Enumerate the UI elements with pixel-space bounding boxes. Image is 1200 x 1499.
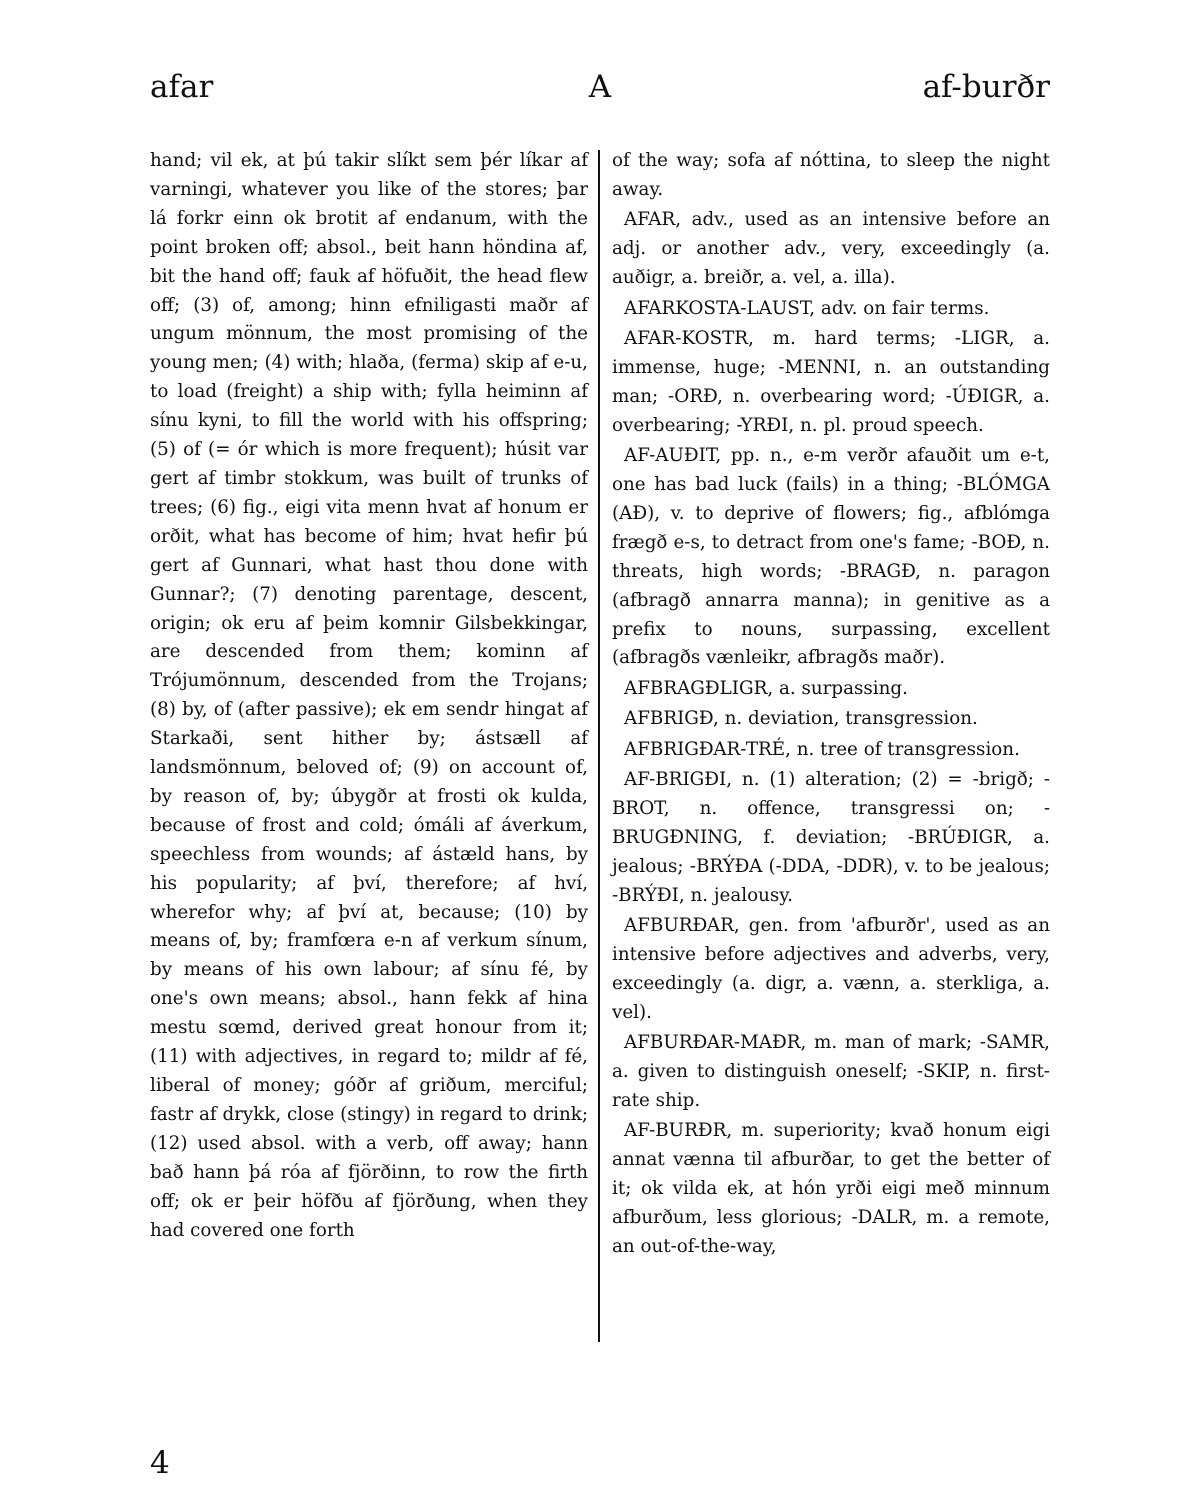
- left-column: [150, 147, 588, 1245]
- entry-afbragdligr: AFBRAGÐLIGR, a. surpassing.: [624, 677, 908, 699]
- entry-afbrigdar-tre: AFBRIGÐAR-TRÉ, n. tree of transgression.: [624, 738, 1020, 760]
- header-section-letter: A: [588, 69, 612, 105]
- entry-af-brigdi: AF-BRIGÐI, n. (1) alteration; (2) = -brigð; -BROT, n. offence, transgressi on; -BRUGÐNING, f. deviation; -BRÚÐIGR, a. jealous; -BRÝÐA (-DDA, -DDR), v. to be jealous; -BRÝÐI, n. jealousy.: [612, 769, 1050, 906]
- running-header: [150, 62, 1050, 112]
- entry-afbrigd: AFBRIGÐ, n. deviation, transgression.: [624, 708, 978, 730]
- entry-afburdar-madr: AFBURÐAR-MAÐR, m. man of mark; -SAMR, a. given to distinguish oneself; -SKIP, n. first-rate ship.: [612, 1032, 1050, 1111]
- entry-af-audit: AF-AUÐIT, pp. n., e-m verðr afauðit um e-t, one has bad luck (fails) in a thing; -BLÓMGA (AÐ), v. to deprive of flowers; fig., afblómga frægð e-s, to detract from one's fame; -BOÐ, n. threats, high words; -BRAGÐ, n. paragon (afbragð annarra manna); in genitive as a prefix to nouns, surpassing, excellent (afbragðs vænleikr, afbragðs maðr).: [612, 445, 1050, 669]
- header-last-headword: af-burðr: [922, 69, 1050, 105]
- entry-af-burdr: AF-BURÐR, m. superiority; kvað honum eigi annat vænna til afburðar, to get the better of it; ok vilda ek, at hón yrði eigi með minnum afburðum, less glorious; -DALR, m. a remote, an out-of-the-way,: [612, 1120, 1050, 1258]
- entry-continuation: of the way; sofa af nóttina, to sleep the night away.: [612, 150, 1050, 200]
- right-column: [612, 147, 1050, 1262]
- column-divider: [598, 150, 600, 1342]
- entry-afburdar: AFBURÐAR, gen. from 'afburðr', used as an intensive before adjectives and adverbs, very, exceedingly (a. digr, a. vænn, a. sterkliga, a. vel).: [612, 915, 1050, 1023]
- entry-afar-kostr: AFAR-KOSTR, m. hard terms; -LIGR, a. immense, huge; -MENNI, n. an outstanding man; -ORÐ, n. overbearing word; -ÚÐIGR, a. overbearing; -YRÐI, n. pl. proud speech.: [612, 327, 1050, 436]
- entry-afar: AFAR, adv., used as an intensive before an adj. or another adv., very, exceedingly (a. auðigr, a. breiðr, a. vel, a. illa).: [612, 209, 1050, 289]
- entry-continuation: hand; vil ek, at þú takir slíkt sem þér líkar af varningi, whatever you like of the stores; þar lá forkr einn ok brotit af endanum, with the point broken off; absol., beit hann höndina af, bit the hand off; fauk af höfuðit, the head flew off; (3) of, among; hinn efniligasti maðr af ungum mönnum, the most promising of the young men; (4) with; hlaða, (ferma) skip af e-u, to load (freight) a ship with; fylla heiminn af sínu kyni, to fill the world with his offspring; (5) of (= ór which is more frequent); húsit var gert af timbr stokkum, was built of trunks of trees; (6) fig., eigi vita menn hvat af honum er orðit, what has become of him; hvat hefir þú gert af Gunnari, what hast thou done with Gunnar?; (7) denoting parentage, descent, origin; ok eru af þeim komnir Gilsbekkingar, are descended from them; kominn af Trójumönnum, descended from the Trojans; (8) by, of (after passive); ek em sendr hingat af Starkaði, sent hither by; ástsæll af landsmönnum, beloved of; (9) on account of, by reason of, by; úbygðr at frosti ok kulda, because of frost and cold; ómáli af áverkum, speechless from wounds; af ástæld hans, by his popularity; af því, therefore; af hví, wherefor why; af því at, because; (10) by means of, by; framfœra e-n af verkum sínum, by means of his own labour; af sínu fé, by one's own means; absol., hann fekk af hina mestu sœmd, derived great honour from it; (11) with adjectives, in regard to; mildr af fé, liberal of money; góðr af griðum, merciful; fastr af drykk, close (stingy) in regard to drink; (12) used absol. with a verb, off away; hann bað hann þá róa af fjörðinn, to row the firth off; ok er þeir höfðu af fjörðung, when they had covered one forth: [150, 150, 588, 1241]
- entry-afarkosta-laust: AFARKOSTA-LAUST, adv. on fair terms.: [624, 297, 990, 319]
- header-first-headword: afar: [150, 69, 214, 105]
- page-number: 4: [150, 1445, 170, 1481]
